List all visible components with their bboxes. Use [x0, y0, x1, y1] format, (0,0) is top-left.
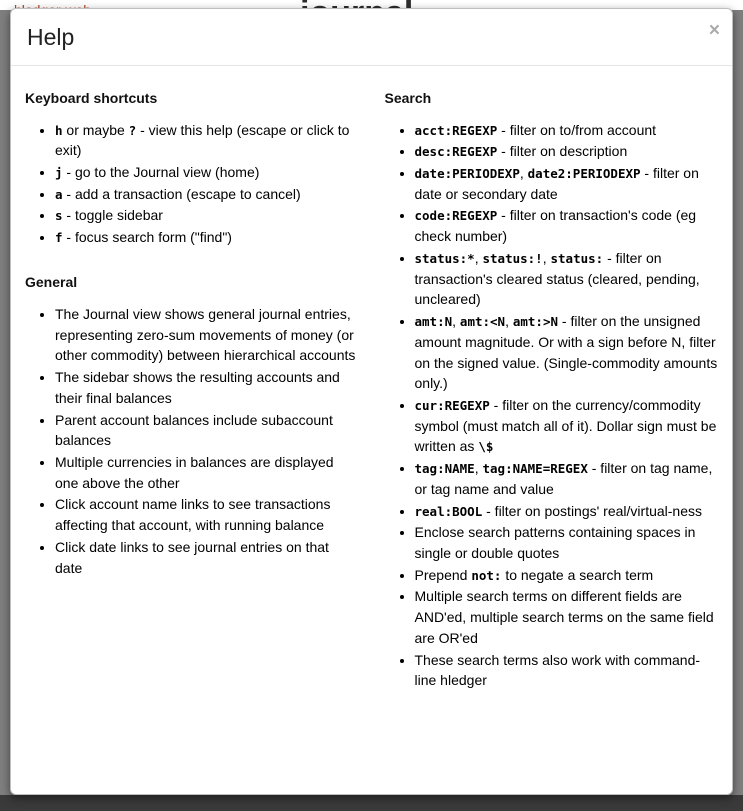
help-list-item: • Parent account balances include subaccount balances [55, 410, 359, 451]
help-list [25, 120, 359, 248]
help-list [385, 120, 719, 691]
code-token: cur:REGEXP [414, 397, 490, 413]
help-column-left [25, 84, 359, 717]
code-token: acct:REGEXP [414, 122, 498, 138]
help-list-item: • Enclose search patterns containing spaces in single or double quotes [415, 522, 719, 563]
code-token: not: [471, 567, 502, 583]
help-list-item: • j - go to the Journal view (home) [55, 162, 359, 183]
help-list-item: • date:PERIODEXP, date2:PERIODEXP - filter on date or secondary date [415, 163, 719, 204]
code-token: date:PERIODEXP [414, 166, 520, 182]
help-list-item: • The sidebar shows the resulting accounts and their final balances [55, 367, 359, 408]
code-token: date2:PERIODEXP [527, 166, 641, 182]
help-list-item: • h or maybe ? - view this help (escape or click to exit) [55, 120, 359, 161]
help-list-item: • Click account name links to see transactions affecting that account, with running balance [55, 494, 359, 535]
modal-body [11, 66, 732, 727]
help-list-item: • These search terms also work with command-line hledger [415, 650, 719, 691]
code-token: status:! [482, 250, 543, 266]
help-list-item: • Prepend not: to negate a search term [415, 565, 719, 586]
help-list-item: • cur:REGEXP - filter on the currency/commodity symbol (must match all of it). Dollar sign must be written as \$ [415, 395, 719, 457]
code-token: tag:NAME=REGEX [482, 461, 588, 477]
code-token: j [55, 165, 63, 181]
modal-header [11, 9, 732, 66]
help-list-item: • desc:REGEXP - filter on description [415, 141, 719, 162]
help-list-item: • status:*, status:!, status: - filter on transaction's cleared status (cleared, pending, uncleared) [415, 248, 719, 310]
help-list [25, 304, 359, 578]
code-token: desc:REGEXP [414, 144, 498, 160]
code-token: real:BOOL [414, 503, 483, 519]
code-token: ? [128, 122, 137, 138]
code-token: tag:NAME [414, 461, 475, 477]
code-token: s [55, 208, 63, 224]
section-heading: Search [384, 89, 432, 106]
code-token: h [55, 122, 63, 138]
help-list-item: • real:BOOL - filter on postings' real/virtual-ness [415, 501, 719, 522]
modal-title: Help [27, 24, 75, 50]
code-token: f [55, 230, 63, 246]
section-heading: Keyboard shortcuts [25, 89, 158, 106]
code-token: code:REGEXP [414, 208, 498, 224]
help-list-item: • Multiple currencies in balances are displayed one above the other [55, 452, 359, 493]
help-column-right [385, 84, 719, 717]
help-list-item: • The Journal view shows general journal entries, representing zero-sum movements of money (or other commodity) between hierarchical accounts [55, 304, 359, 366]
help-list-item: • f - focus search form ("find") [55, 227, 359, 248]
code-token: status: [550, 250, 604, 266]
close-icon[interactable]: × [708, 20, 720, 41]
help-list-item: • a - add a transaction (escape to cancel) [55, 184, 359, 205]
help-list-item: • s - toggle sidebar [55, 205, 359, 226]
code-token: amt:>N [512, 314, 559, 330]
help-list-item: • amt:N, amt:<N, amt:>N - filter on the unsigned amount magnitude. Or with a sign before N, filter on the signed value. (Single-commodity amounts only.) [415, 311, 719, 394]
code-token: \$ [478, 439, 494, 455]
section-heading: General [25, 273, 78, 290]
help-list-item: • Click date links to see journal entries on that date [55, 537, 359, 578]
help-list-item: • code:REGEXP - filter on transaction's code (eg check number) [415, 205, 719, 246]
code-token: amt:N [414, 314, 453, 330]
help-list-item: • Multiple search terms on different fields are AND'ed, multiple search terms on the same field are OR'ed [415, 586, 719, 648]
help-modal [10, 8, 733, 795]
code-token: amt:<N [459, 314, 506, 330]
help-list-item: • acct:REGEXP - filter on to/from account [415, 120, 719, 141]
help-list-item: • tag:NAME, tag:NAME=REGEX - filter on tag name, or tag name and value [415, 458, 719, 499]
code-token: status:* [414, 250, 475, 266]
code-token: a [55, 186, 63, 202]
